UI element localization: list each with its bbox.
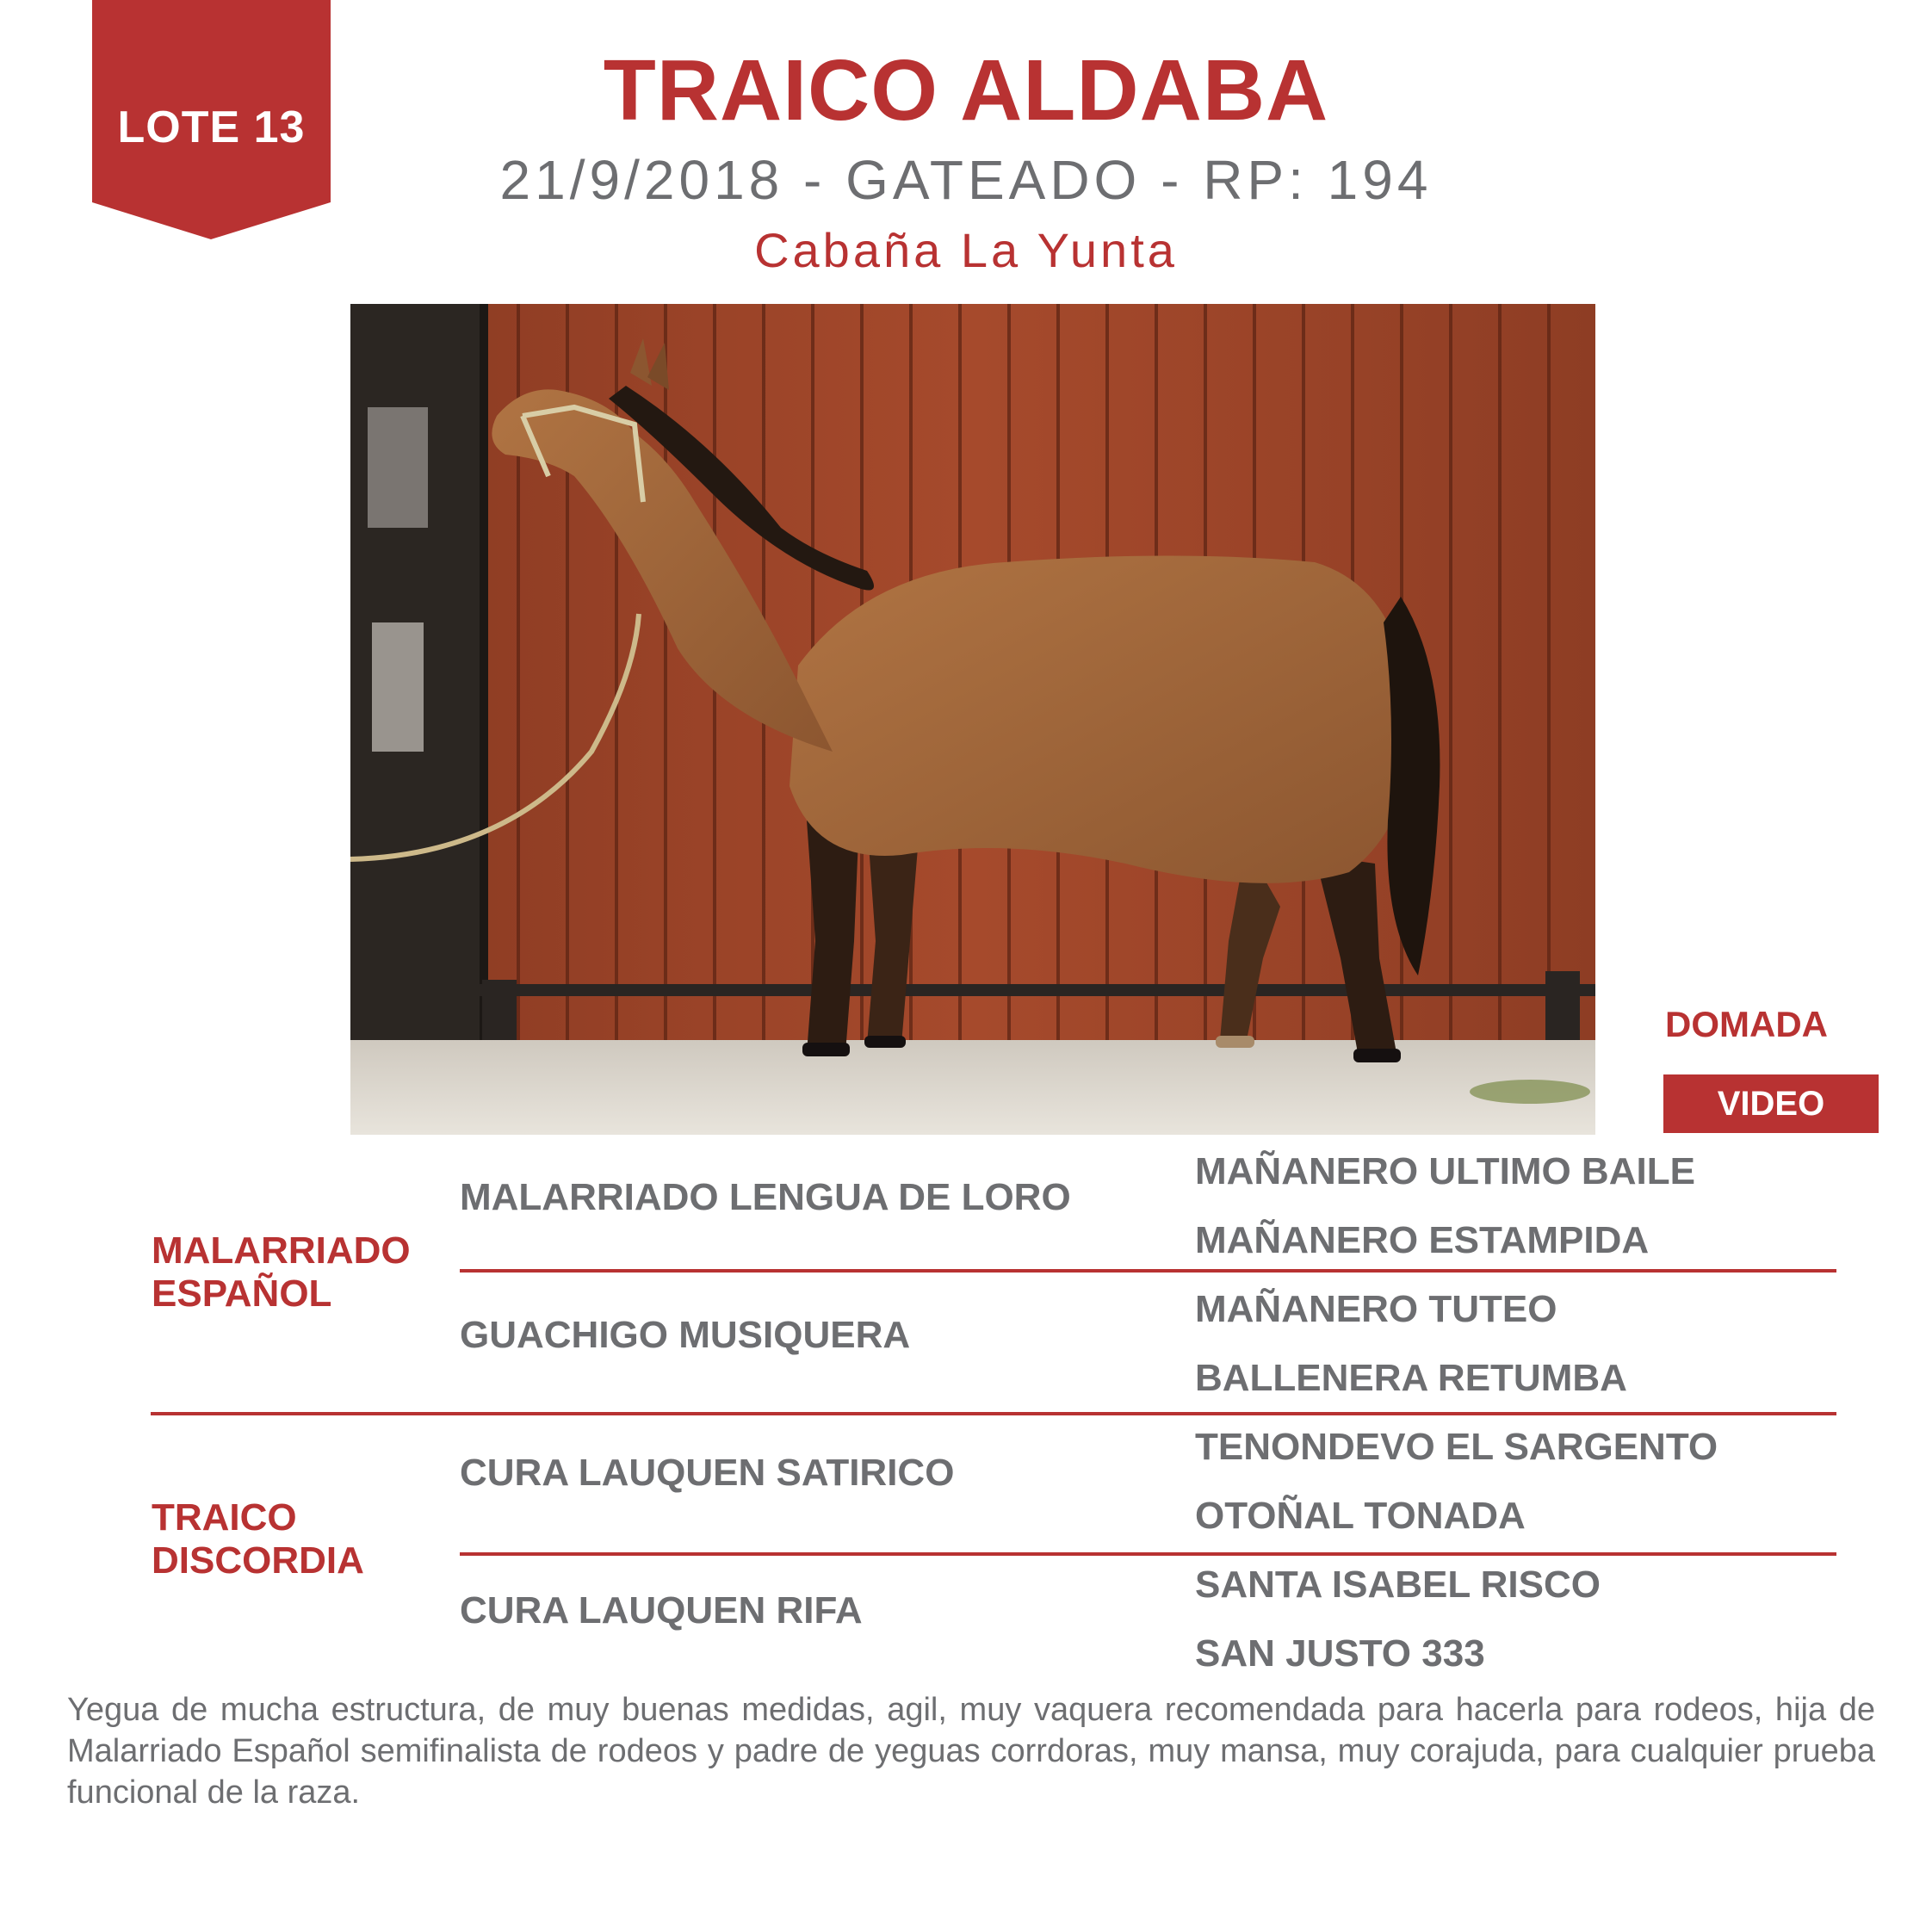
great-grandparent-7: SANTA ISABEL RISCO (1195, 1564, 1601, 1606)
great-grandparent-5: TENONDEVO EL SARGENTO (1195, 1426, 1718, 1468)
sire-name (152, 1229, 411, 1316)
divider-maternal (460, 1552, 1836, 1556)
great-grandparent-6: OTOÑAL TONADA (1195, 1495, 1526, 1537)
divider-main (151, 1412, 1836, 1415)
great-grandparent-4: BALLENERA RETUMBA (1195, 1357, 1627, 1399)
dam-name (152, 1496, 364, 1582)
grandparent-maternal-sire: CURA LAUQUEN SATIRICO (460, 1452, 955, 1494)
sire-name-line2: ESPAÑOL (152, 1273, 332, 1315)
horse-details: 21/9/2018 - GATEADO - RP: 194 (499, 149, 1433, 211)
breeder-name: Cabaña La Yunta (754, 223, 1178, 277)
divider-paternal (460, 1269, 1836, 1273)
dam-name-line1: TRAICO (152, 1496, 297, 1539)
horse-name: TRAICO ALDABA (603, 42, 1329, 139)
great-grandparent-3: MAÑANERO TUTEO (1195, 1288, 1557, 1330)
description-text: Yegua de mucha estructura, de muy buenas medidas, agil, muy vaquera recomendada para hacerla para rodeos, hija de Malarriado Español semifinalista de rodeos y padre de yeguas corrdoras, muy mansa, muy corajuda, para cualquier prueba funcional de la raza. (67, 1692, 1875, 1811)
sire-name-line1: MALARRIADO (152, 1229, 411, 1272)
lot-label: LOTE 13 (117, 102, 306, 152)
domada-label: DOMADA (1665, 1004, 1828, 1044)
dam-name-line2: DISCORDIA (152, 1539, 364, 1582)
horse-photo-image (350, 304, 1595, 1135)
grandparent-paternal-sire: MALARRIADO LENGUA DE LORO (460, 1176, 1071, 1218)
great-grandparent-2: MAÑANERO ESTAMPIDA (1195, 1219, 1650, 1261)
video-button[interactable]: VIDEO (1663, 1074, 1879, 1133)
grandparent-maternal-dam: CURA LAUQUEN RIFA (460, 1589, 863, 1632)
great-grandparent-1: MAÑANERO ULTIMO BAILE (1195, 1150, 1695, 1192)
great-grandparent-8: SAN JUSTO 333 (1195, 1632, 1485, 1675)
horse-photo (350, 304, 1595, 1135)
grandparent-paternal-dam: GUACHIGO MUSIQUERA (460, 1314, 911, 1356)
